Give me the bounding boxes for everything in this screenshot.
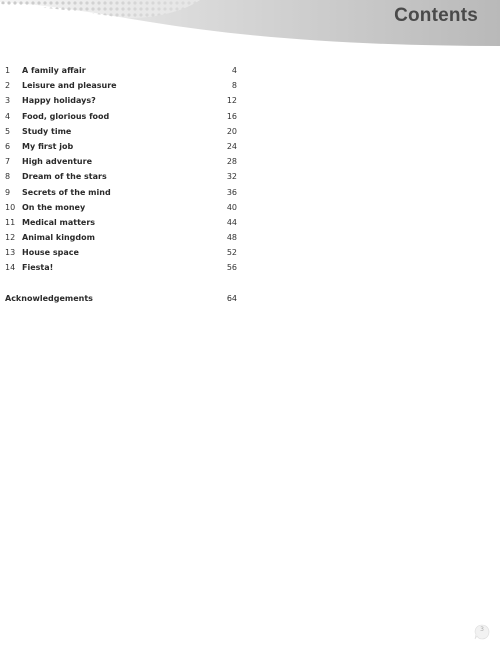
toc-row[interactable] bbox=[5, 154, 237, 169]
toc-row[interactable] bbox=[5, 230, 237, 245]
unit-number: 8 bbox=[5, 172, 11, 182]
unit-title: High adventure bbox=[22, 157, 92, 167]
page-number-badge bbox=[474, 624, 490, 640]
page-number: 48 bbox=[226, 233, 237, 243]
unit-title: My first job bbox=[22, 141, 74, 151]
page-number: 52 bbox=[226, 248, 237, 258]
page-number: 12 bbox=[226, 96, 237, 106]
unit-number: 11 bbox=[5, 217, 16, 227]
unit-number: 1 bbox=[5, 66, 11, 75]
unit-number: 5 bbox=[5, 126, 11, 136]
toc-row[interactable] bbox=[5, 215, 237, 230]
toc-row[interactable] bbox=[5, 78, 237, 93]
unit-number: 12 bbox=[5, 233, 16, 243]
acknowledgements-label: Acknowledgements bbox=[5, 294, 93, 303]
unit-number: 14 bbox=[5, 263, 16, 273]
unit-title: Dream of the stars bbox=[22, 172, 107, 182]
unit-title: House space bbox=[22, 248, 79, 258]
unit-title: Secrets of the mind bbox=[22, 187, 111, 197]
unit-title: A family affair bbox=[22, 66, 86, 75]
unit-number: 2 bbox=[5, 81, 11, 91]
page-number: 40 bbox=[226, 202, 237, 212]
page-number: 20 bbox=[226, 126, 237, 136]
unit-number: 13 bbox=[5, 248, 16, 258]
acknowledgements-page: 64 bbox=[226, 294, 237, 303]
unit-title: Animal kingdom bbox=[22, 233, 95, 243]
unit-number: 4 bbox=[5, 111, 11, 121]
header-banner bbox=[0, 0, 500, 48]
unit-title: Happy holidays? bbox=[22, 96, 96, 106]
footer-page-number: 3 bbox=[480, 626, 484, 633]
unit-title: Medical matters bbox=[22, 217, 96, 227]
unit-title: Food, glorious food bbox=[22, 111, 110, 121]
page-title: Contents bbox=[394, 5, 478, 26]
unit-number: 10 bbox=[5, 202, 16, 212]
toc-row[interactable] bbox=[5, 93, 237, 108]
unit-title: Leisure and pleasure bbox=[22, 81, 117, 91]
page-number: 16 bbox=[226, 111, 237, 121]
toc-row[interactable] bbox=[5, 260, 237, 275]
toc-row[interactable] bbox=[5, 200, 237, 215]
unit-title: On the money bbox=[22, 202, 86, 212]
page-number: 56 bbox=[226, 263, 237, 273]
toc-row[interactable] bbox=[5, 169, 237, 184]
toc-row[interactable] bbox=[5, 185, 237, 200]
unit-number: 6 bbox=[5, 141, 11, 151]
unit-number: 9 bbox=[5, 187, 11, 197]
page-number: 28 bbox=[226, 157, 237, 167]
page-number: 36 bbox=[226, 187, 237, 197]
unit-title: Fiesta! bbox=[22, 263, 54, 273]
unit-number: 3 bbox=[5, 96, 11, 106]
toc-row[interactable] bbox=[5, 109, 237, 124]
table-of-contents bbox=[5, 63, 237, 276]
unit-number: 7 bbox=[5, 157, 11, 167]
toc-row[interactable] bbox=[5, 139, 237, 154]
toc-row[interactable] bbox=[5, 245, 237, 260]
page-number: 32 bbox=[226, 172, 237, 182]
page-number: 4 bbox=[231, 66, 237, 75]
unit-title: Study time bbox=[22, 126, 72, 136]
page-number: 24 bbox=[226, 141, 237, 151]
toc-row[interactable] bbox=[5, 124, 237, 139]
page-number: 8 bbox=[231, 81, 237, 91]
toc-row[interactable] bbox=[5, 63, 237, 78]
page-number: 44 bbox=[226, 217, 237, 227]
acknowledgements-row[interactable] bbox=[5, 291, 237, 306]
